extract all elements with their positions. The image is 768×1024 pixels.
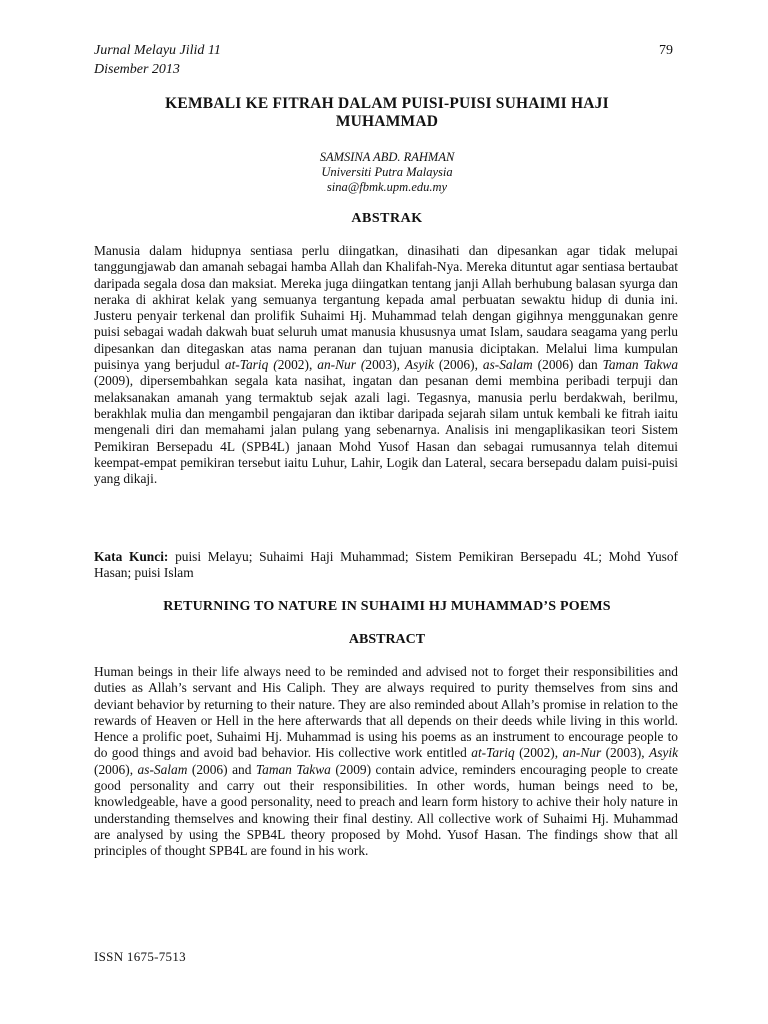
abstract-text-run: (2006), [94, 761, 138, 777]
keywords-text: puisi Melayu; Suhaimi Haji Muhammad; Sistem Pemikiran Bersepadu 4L; Mohd Yusof Hasan; puisi Islam [94, 549, 679, 581]
article-title-line: KEMBALI KE FITRAH DALAM PUISI-PUISI SUHAIMI HAJI [165, 95, 609, 112]
abstract-body [94, 664, 678, 860]
author-block [94, 150, 680, 195]
author-affiliation: Universiti Putra Malaysia [321, 165, 453, 179]
abstrak-text-run: (2006), [433, 357, 483, 373]
abstrak-text-run: 2003), [365, 357, 405, 373]
abstrak-heading: ABSTRAK [351, 211, 423, 226]
abstrak-title-italic: an-Nur ( [317, 357, 366, 373]
abstrak-title-italic: Asyik [404, 357, 434, 373]
abstrak-title-italic: Taman Takwa [602, 357, 679, 373]
abstrak-text-run: (2006) dan [532, 357, 603, 373]
abstrak-body [94, 243, 678, 487]
journal-name: Jurnal Melayu Jilid 11 [94, 43, 221, 58]
issue-date: Disember 2013 [94, 62, 180, 77]
abstract-text-run: (2006) and [187, 761, 256, 777]
abstrak-text-run: (2009), dipersembahkan segala kata nasihat, ingatan dan pesanan demi membina peribadi terpuji dan melaksanakan amanah yang termaktub sejak azali lagi. Tegasnya, manusia perlu berdakwah, berilmu, berakhlak mulia dan mengambil pengajaran dan iktibar daripada sejarah silam untuk kembali ke fitrah iaitu mengenali diri dan memahami jalan pulang yang sebenarnya. Analisis ini mengaplikasikan teori Sistem Pemikiran Bersepadu 4L (SPB4L) janaan Mohd Yusof Hasan dan sebagai rumusannya telah ditemui keempat-empat pemikiran tersebut iaitu Luhur, Lahir, Logik dan Lateral, secara bersepadu dalam puisi-puisi yang dikaji. [94, 373, 678, 487]
keywords-label: Kata Kunci: [94, 549, 169, 564]
abstract-heading: ABSTRACT [348, 632, 426, 647]
abstract-text-run: (2003), [601, 745, 650, 761]
abstract-text-run: Human beings in their life always need to be reminded and advised not to forget their responsibilities and duties as Allah’s servant and His Caliph. They are always required to purity themselves from sins and deviant behavior by returning to their nature. They are also reminded about Allah’s promise in relation to the rewards of Heaven or Hell in the here afterwards that all depends on their deeds while living in this world. Hence a prolific poet, Suhaimi Hj. Muhammad is using his poems as an instrument to encourage people to do good things and avoid bad behavior. His collective work entitled [94, 664, 678, 761]
article-title-line: MUHAMMAD [335, 113, 439, 130]
english-title: RETURNING TO NATURE IN SUHAIMI HJ MUHAMMAD’S POEMS [163, 599, 611, 614]
abstract-title-italic: an-Nur [562, 745, 602, 761]
author-name: SAMSINA ABD. RAHMAN [319, 150, 455, 164]
page-number: 79 [659, 43, 673, 58]
abstrak-title-italic: as-Salam [482, 357, 533, 373]
article-title [94, 95, 680, 131]
abstract-title-italic: as-Salam [137, 761, 188, 777]
author-email: sina@fbmk.upm.edu.my [326, 180, 448, 194]
abstrak-text-run: 2002), [277, 357, 318, 373]
abstract-text-run: (2009) contain advice, reminders encouraging people to create good personality and carry out their responsibilities. In other words, human beings need to be, knowledgeable, have a good personality, need to preach and learn form history to achive their holy nature in understanding themselves and knowing their final destiny. All collective work of Suhaimi Hj. Muhammad are analysed by using the SPB4L theory proposed by Mohd. Yusof Hasan. The findings show that all principles of thought SPB4L are found in his work. [94, 761, 678, 859]
abstract-title-italic: Asyik [649, 745, 679, 761]
keywords [94, 549, 678, 582]
abstrak-title-italic: at-Tariq ( [224, 357, 278, 373]
abstrak-text-run: Manusia dalam hidupnya sentiasa perlu diingatkan, dinasihati dan dipesankan agar tidak melupai tanggungjawab dan amanah sebagai hamba Allah dan Khalifah-Nya. Mereka dituntut agar sentiasa bertaubat daripada segala dosa dan maksiat. Mereka juga diingatkan tentang janji Allah berhubung balasan syurga dan neraka di akhirat kelak yang semuanya tergantung kepada amal perbuatan sewaktu hidup di dunia ini. Justeru penyair terkenal dan prolifik Suhaimi Hj. Muhammad telah dengan gigihnya menggunakan genre puisi sebagai wadah dakwah buat seluruh umat manusia khususnya umat Islam, saudara seagama yang perlu dipesankan dan ditegaskan atas nama peranan dan tujuan manusia diciptakan. Melalui lima kumpulan puisinya yang berjudul [94, 243, 678, 373]
abstract-title-italic: at-Tariq [471, 745, 515, 761]
issn-footer: ISSN 1675-7513 [94, 949, 186, 964]
abstract-text-run: (2002), [514, 745, 563, 761]
abstract-title-italic: Taman Takwa [255, 761, 331, 777]
